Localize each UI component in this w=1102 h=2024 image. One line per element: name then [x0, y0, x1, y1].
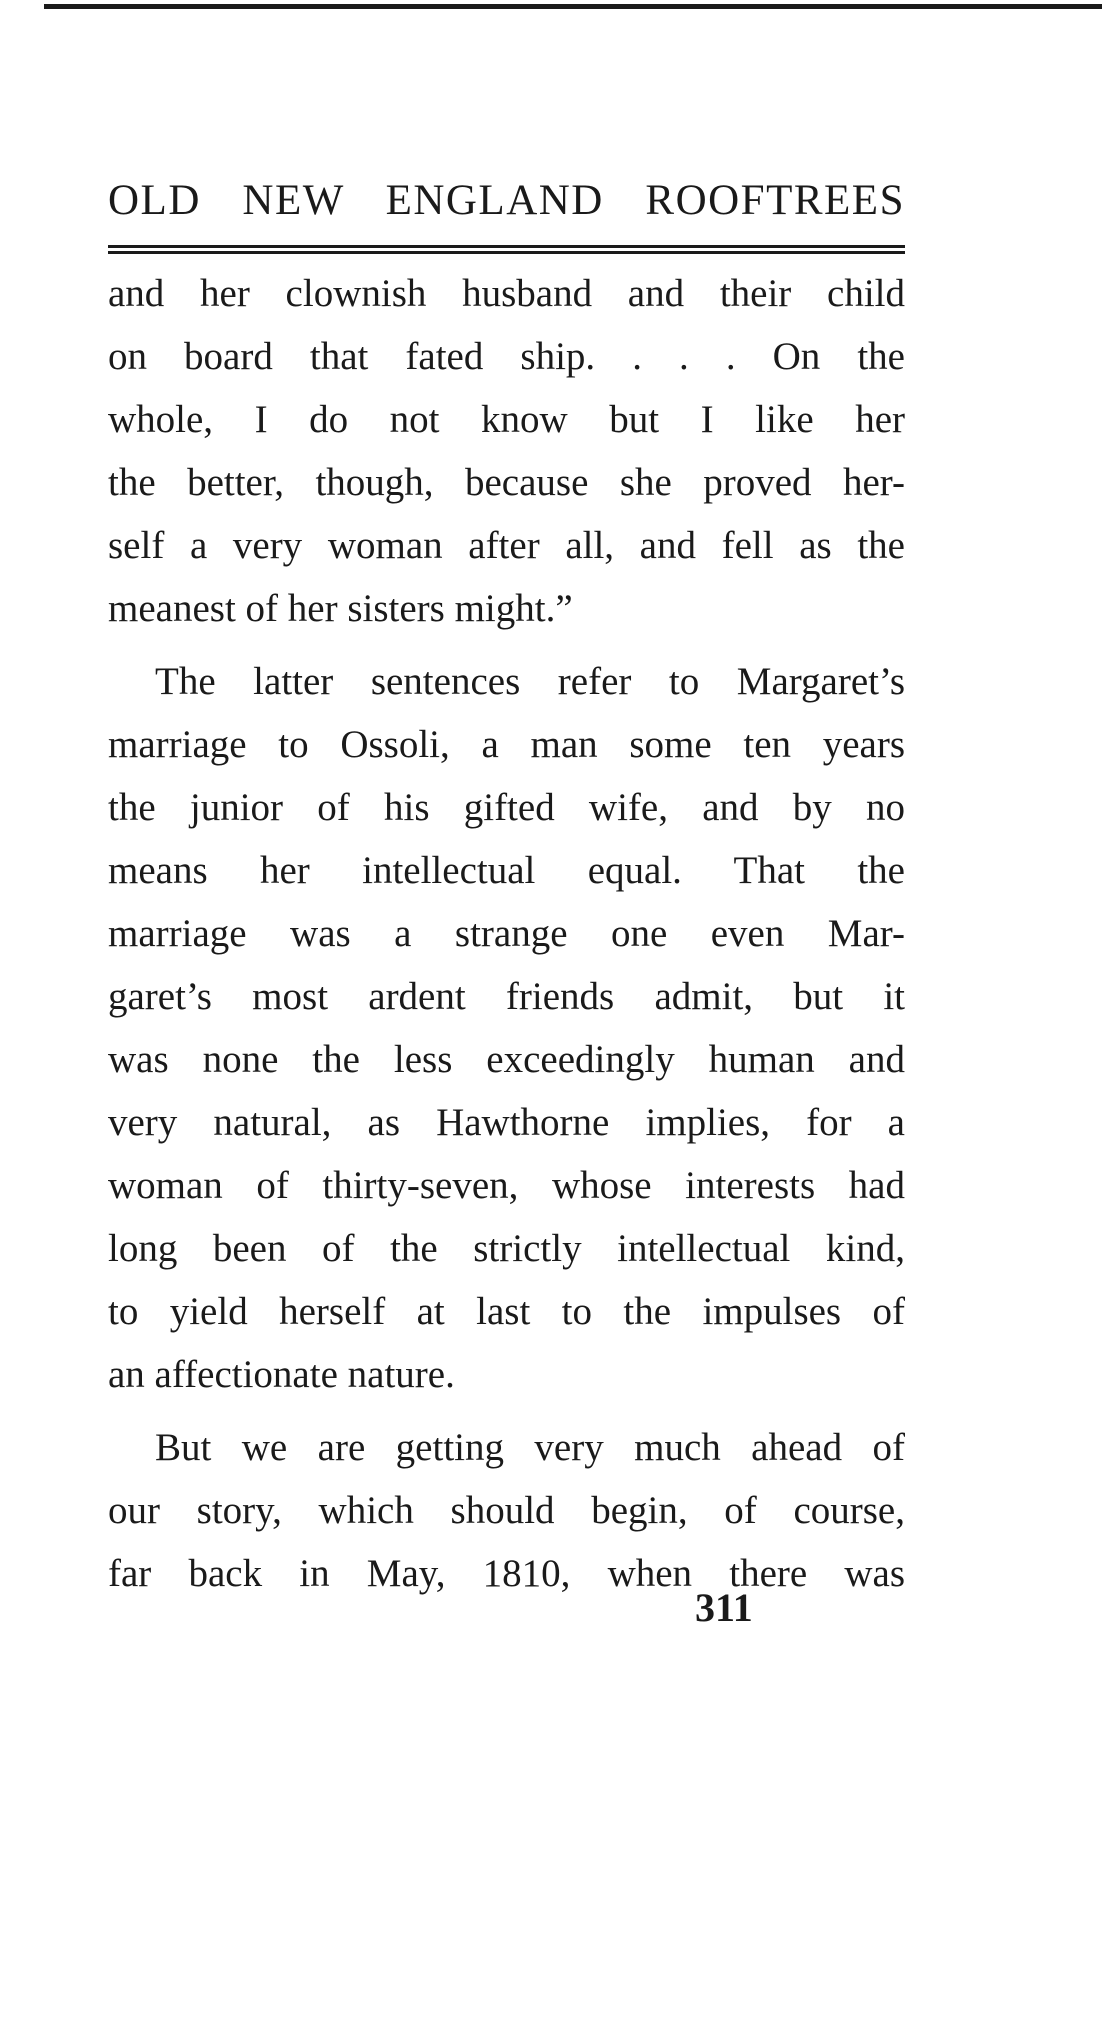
text-line: The latter sentences refer to Margaret’s — [155, 660, 905, 703]
text-line-last: an affectionate nature. — [108, 1353, 455, 1396]
text-line: to yield herself at last to the impulses of — [108, 1290, 905, 1333]
top-border-rule — [44, 4, 1102, 9]
text-line: marriage to Ossoli, a man some ten years — [108, 723, 905, 766]
text-line: far back in May, 1810, when there was — [108, 1552, 905, 1595]
text-line: the better, though, because she proved her- — [108, 461, 905, 504]
text-line: the junior of his gifted wife, and by no — [108, 786, 905, 829]
text-line: woman of thirty-seven, whose interests had — [108, 1164, 905, 1207]
text-line: means her intellectual equal. That the — [108, 849, 905, 892]
paragraph-gap — [108, 1406, 905, 1416]
text-line-last: meanest of her sisters might.” — [108, 587, 573, 630]
book-page — [108, 175, 905, 1605]
text-line: garet’s most ardent friends admit, but it — [108, 975, 905, 1018]
text-line: marriage was a strange one even Mar- — [108, 912, 905, 955]
text-line: very natural, as Hawthorne implies, for a — [108, 1101, 905, 1144]
text-line: long been of the strictly intellectual kind, — [108, 1227, 905, 1270]
header-double-rule — [108, 245, 905, 254]
text-line: was none the less exceedingly human and — [108, 1038, 905, 1081]
paragraph-1 — [108, 262, 905, 640]
running-head: OLD NEW ENGLAND ROOFTREES — [108, 177, 905, 224]
text-line: and her clownish husband and their child — [108, 272, 905, 315]
paragraph-3 — [108, 1416, 905, 1605]
text-line: self a very woman after all, and fell as the — [108, 524, 905, 567]
text-line: on board that fated ship. . . . On the — [108, 335, 905, 378]
text-line: But we are getting very much ahead of — [155, 1426, 905, 1469]
paragraph-gap — [108, 640, 905, 650]
body-text — [108, 262, 905, 1605]
text-line: our story, which should begin, of course, — [108, 1489, 905, 1532]
paragraph-2 — [108, 650, 905, 1406]
text-line: whole, I do not know but I like her — [108, 398, 905, 441]
page-number: 311 — [695, 1585, 753, 1630]
